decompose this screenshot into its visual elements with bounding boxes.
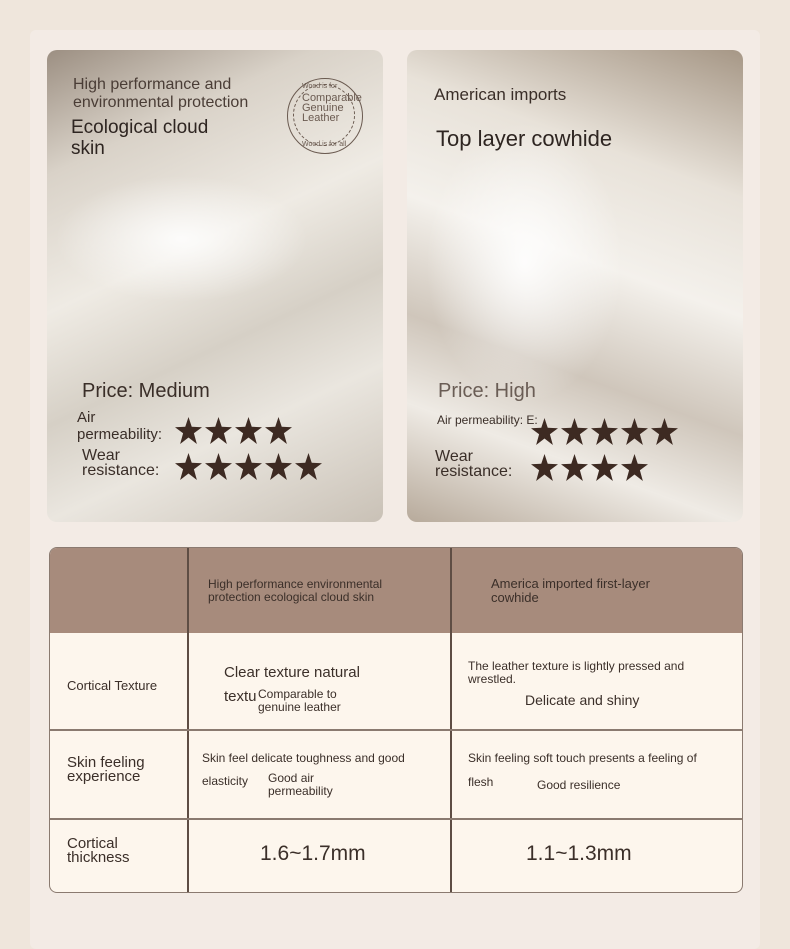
seal-middle-text: Comparable Genuine Leather: [302, 92, 362, 124]
left-card-title: Ecological cloud skin: [71, 117, 209, 160]
row2-label: Skin feeling experience: [67, 754, 145, 786]
left-air-stars: [175, 417, 292, 444]
left-card-subtitle: High performance and environmental protection: [73, 76, 249, 112]
row2-col1-note: Good air permeability: [268, 771, 333, 798]
row2-col1-main: Skin feel delicate toughness and good: [202, 751, 405, 765]
left-wear-label: Wear resistance:: [82, 447, 160, 480]
right-air-label: Air permeability: E:: [437, 413, 538, 427]
star-icon: [175, 417, 202, 444]
right-card-subtitle: American imports: [434, 85, 567, 104]
left-air-label: Air permeability:: [77, 409, 163, 443]
star-icon: [591, 454, 618, 481]
row1-col1-note: Comparable to genuine leather: [258, 687, 341, 714]
star-icon: [621, 418, 648, 445]
star-icon: [531, 418, 558, 445]
star-icon: [621, 454, 648, 481]
star-icon: [235, 417, 262, 444]
genuine-leather-seal: [287, 78, 363, 154]
row-divider-1: [50, 729, 742, 731]
header-col1: High performance environmental protection ecological cloud skin: [208, 577, 383, 604]
left-price: Price: Medium: [82, 380, 210, 402]
row2-col2-fragment: flesh: [468, 775, 494, 789]
row1-col1-main: Clear texture natural: [224, 664, 360, 681]
star-icon: [265, 453, 292, 480]
left-wear-stars: [175, 453, 322, 480]
right-card-title: Top layer cowhide: [436, 126, 613, 151]
comparison-table: [49, 547, 743, 893]
row1-col1-fragment: textu: [224, 688, 257, 705]
star-icon: [561, 418, 588, 445]
star-icon: [561, 454, 588, 481]
row3-col1-value: 1.6~1.7mm: [260, 842, 366, 865]
row3-label: Cortical thickness: [67, 835, 130, 867]
star-icon: [651, 418, 678, 445]
star-icon: [295, 453, 322, 480]
row2-col1-fragment: elasticity: [202, 774, 249, 788]
star-icon: [591, 418, 618, 445]
ecological-cloud-skin-card: [47, 50, 383, 522]
row2-col2-note: Good resilience: [537, 778, 621, 792]
star-icon: [175, 453, 202, 480]
right-air-stars: [531, 418, 678, 445]
seal-top-text: Wood is for: [302, 83, 338, 90]
row2-col2-main: Skin feeling soft touch presents a feeling of: [468, 751, 697, 765]
top-layer-cowhide-card: [407, 50, 743, 522]
header-col2: America imported first-layer cowhide: [491, 576, 650, 605]
right-wear-stars: [531, 454, 648, 481]
seal-bottom-text: Wood is for all: [302, 141, 347, 148]
star-icon: [235, 453, 262, 480]
star-icon: [265, 417, 292, 444]
col-divider-2: [450, 548, 452, 892]
row1-col2-main: The leather texture is lightly pressed and wrestled.: [468, 659, 685, 686]
right-wear-label: Wear resistance:: [435, 448, 513, 481]
row1-label: Cortical Texture: [67, 678, 158, 693]
star-icon: [205, 453, 232, 480]
row3-col2-value: 1.1~1.3mm: [526, 842, 632, 865]
row-divider-2: [50, 818, 742, 820]
right-price: Price: High: [438, 380, 536, 402]
row1-col2-note: Delicate and shiny: [525, 692, 640, 708]
star-icon: [531, 454, 558, 481]
star-icon: [205, 417, 232, 444]
col-divider-1: [187, 548, 189, 892]
